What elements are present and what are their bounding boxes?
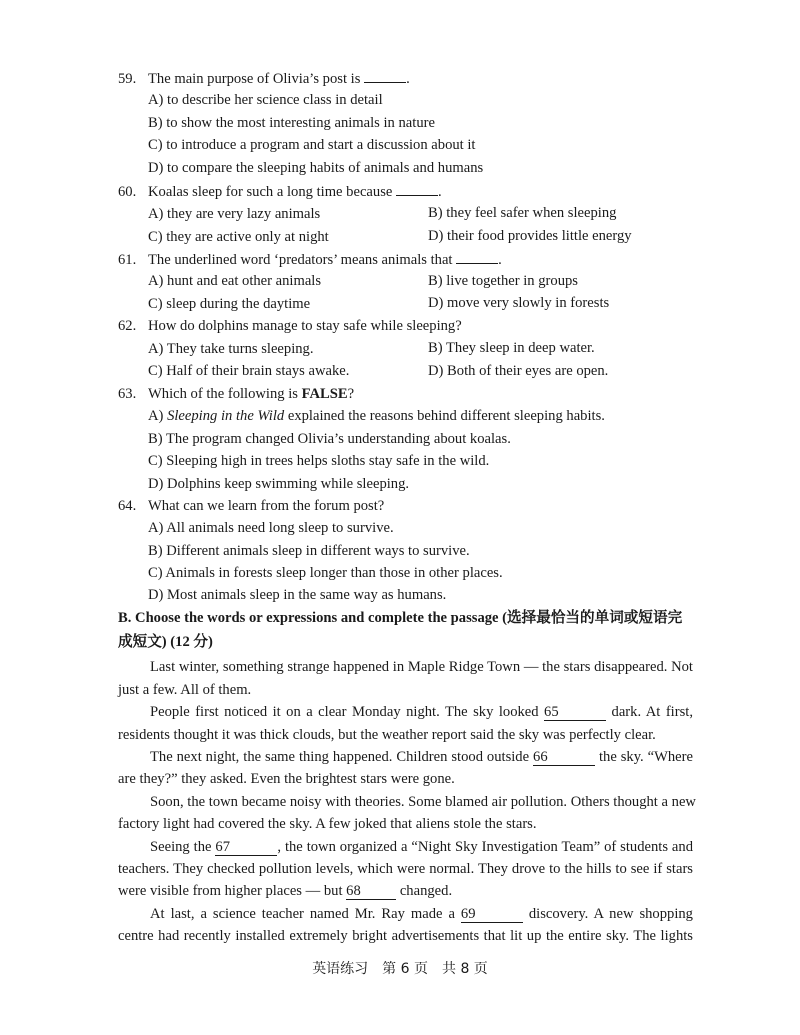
question-number: 60. [118, 184, 137, 200]
option-b: B) to show the most interesting animals in nature [148, 115, 435, 131]
option-c: C) Half of their brain stays awake. [148, 363, 350, 379]
passage-line: Seeing the 67 , the town organized a “Night Sky Investigation Team” of students and [150, 839, 693, 855]
passage-line: were visible from higher places — but 68 changed. [118, 883, 453, 899]
option-a: A) to describe her science class in detail [148, 92, 383, 108]
question-number: 62. [118, 318, 137, 334]
passage-line: teachers. They checked pollution levels, which were normal. They drove to the hills to see if stars [118, 861, 693, 877]
passage-line: centre had recently installed extremely bright advertisements that lit up the entire sky. The lights [118, 928, 693, 944]
option-c: C) Sleeping high in trees helps sloths stay safe in the wild. [148, 453, 490, 469]
passage-line: are they?” they asked. Even the brightest stars were gone. [118, 771, 455, 787]
page-footer: 英语练习 第 6 页 共 8 页 [312, 961, 488, 977]
cloze-gap-65: 65 [544, 704, 606, 721]
passage-line: Soon, the town became noisy with theories. Some blamed air pollution. Others thought a new [150, 794, 696, 810]
question-60-stem: 60. Koalas sleep for such a long time because . [118, 181, 442, 202]
option-b: B) live together in groups [428, 273, 578, 289]
option-a: A) All animals need long sleep to survive. [148, 520, 394, 536]
option-c: C) to introduce a program and start a discussion about it [148, 137, 476, 153]
question-number: 63. [118, 386, 137, 402]
option-d: D) Dolphins keep swimming while sleeping. [148, 476, 410, 492]
program-title: Sleeping in the Wild [167, 408, 285, 424]
option-b: B) The program changed Olivia’s understanding about koalas. [148, 431, 511, 447]
option-c: C) sleep during the daytime [148, 296, 311, 312]
question-59-stem: 59. The main purpose of Olivia’s post is . [118, 68, 410, 89]
option-b: B) they feel safer when sleeping [428, 205, 617, 221]
option-a: A) They take turns sleeping. [148, 341, 314, 357]
option-b: B) They sleep in deep water. [428, 340, 595, 356]
option-d: D) Most animals sleep in the same way as humans. [148, 587, 447, 603]
question-63-stem: 63. Which of the following is FALSE? [118, 386, 355, 402]
answer-blank [364, 68, 406, 83]
option-b: B) Different animals sleep in different ways to survive. [148, 543, 470, 559]
answer-blank [456, 249, 498, 264]
question-number: 61. [118, 252, 137, 268]
option-d: D) Both of their eyes are open. [428, 363, 609, 379]
option-d: D) move very slowly in forests [428, 295, 610, 311]
question-number: 59. [118, 71, 137, 87]
passage-line: just a few. All of them. [118, 682, 252, 698]
cloze-gap-67: 67 [215, 839, 277, 856]
answer-blank [396, 181, 438, 196]
cloze-gap-68: 68 [346, 883, 396, 900]
option-a: A) hunt and eat other animals [148, 273, 322, 289]
option-a: A) Sleeping in the Wild explained the reasons behind different sleeping habits. [148, 408, 605, 424]
question-number: 64. [118, 498, 137, 514]
cloze-gap-69: 69 [461, 906, 523, 923]
passage-line: People first noticed it on a clear Monday night. The sky looked 65 dark. At first, [150, 704, 693, 720]
option-d: D) their food provides little energy [428, 228, 632, 244]
option-c: C) they are active only at night [148, 229, 329, 245]
question-62-stem: 62. How do dolphins manage to stay safe while sleeping? [118, 318, 462, 334]
option-a: A) they are very lazy animals [148, 206, 321, 222]
option-d: D) to compare the sleeping habits of animals and humans [148, 160, 484, 176]
passage-line: residents thought it was thick clouds, but the weather report said the sky was perfectly clear. [118, 727, 656, 743]
question-64-stem: 64. What can we learn from the forum post? [118, 498, 385, 514]
option-c: C) Animals in forests sleep longer than those in other places. [148, 565, 503, 581]
section-b-title-cont: 成短文) (12 分) [118, 634, 213, 650]
section-b-title: B. Choose the words or expressions and complete the passage (选择最恰当的单词或短语完 [118, 610, 683, 626]
passage-line: At last, a science teacher named Mr. Ray made a 69 discovery. A new shopping [150, 906, 693, 922]
passage-line: factory light had covered the sky. A few joked that aliens stole the stars. [118, 816, 537, 832]
cloze-gap-66: 66 [533, 749, 595, 766]
question-61-stem: 61. The underlined word ‘predators’ means animals that . [118, 249, 502, 270]
passage-line: The next night, the same thing happened. Children stood outside 66 the sky. “Where [150, 749, 693, 765]
passage-line: Last winter, something strange happened in Maple Ridge Town — the stars disappeared. Not [150, 659, 693, 675]
